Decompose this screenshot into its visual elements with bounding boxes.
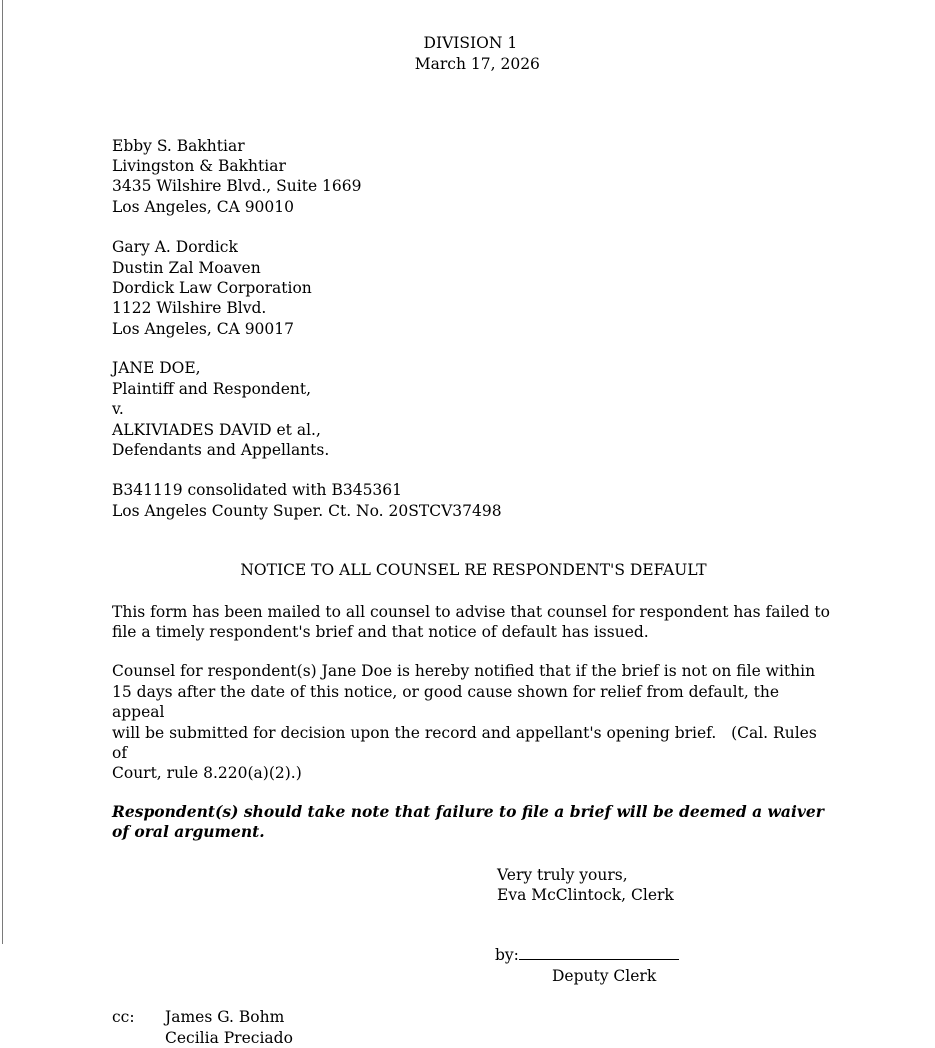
closing-block xyxy=(497,865,835,906)
plaintiff-role: Plaintiff and Respondent, xyxy=(112,379,312,398)
defendant-name: ALKIVIADES DAVID et al., xyxy=(112,420,321,439)
case-numbers xyxy=(112,480,835,521)
cc-name: James G. Bohm xyxy=(165,1008,285,1027)
body-paragraph-1 xyxy=(112,602,835,643)
paragraph-line: file a timely respondent's brief and that notice of default has issued. xyxy=(112,622,649,641)
recipient-name: Gary A. Dordick xyxy=(112,238,238,257)
paragraph-line: Court, rule 8.220(a)(2).) xyxy=(112,764,302,783)
signer-name: Eva McClintock, Clerk xyxy=(497,886,674,904)
recipient-block-1 xyxy=(112,136,835,218)
recipient-firm: Dordick Law Corporation xyxy=(112,279,312,298)
body-paragraph-2 xyxy=(112,661,835,783)
cc-name: Cecilia Preciado xyxy=(165,1028,293,1047)
by-line xyxy=(495,945,835,965)
by-block xyxy=(495,945,835,986)
superior-court-number: Los Angeles County Super. Ct. No. 20STCV37498 xyxy=(112,501,502,520)
recipient-name: Dustin Zal Moaven xyxy=(112,258,261,277)
notice-title: NOTICE TO ALL COUNSEL RE RESPONDENT'S DEFAULT xyxy=(240,561,707,580)
page-header xyxy=(0,0,935,95)
paragraph-line: 15 days after the date of this notice, or good cause shown for relief from default, the appeal xyxy=(112,682,784,722)
recipient-name: Ebby S. Bakhtiar xyxy=(112,136,245,155)
paragraph-line: This form has been mailed to all counsel to advise that counsel for respondent has failed to xyxy=(112,602,830,621)
recipient-city: Los Angeles, CA 90017 xyxy=(112,319,295,338)
signature-line xyxy=(519,946,679,960)
plaintiff-name: JANE DOE, xyxy=(112,359,201,378)
closing-line: Very truly yours, xyxy=(497,865,628,884)
division-label: DIVISION 1 xyxy=(423,34,518,53)
recipient-city: Los Angeles, CA 90010 xyxy=(112,197,295,216)
paragraph-line: Counsel for respondent(s) Jane Doe is hereby notified that if the brief is not on file within xyxy=(112,662,816,681)
paragraph-line: Respondent(s) should take note that failure to file a brief will be deemed a waiver xyxy=(112,801,824,821)
deputy-clerk-title: Deputy Clerk xyxy=(552,966,657,985)
page-left-rule xyxy=(2,0,3,944)
paragraph-line: of oral argument. xyxy=(112,822,265,842)
cc-names xyxy=(165,1007,293,1048)
recipient-block-2 xyxy=(112,237,835,339)
recipient-street: 3435 Wilshire Blvd., Suite 1669 xyxy=(112,177,362,196)
cc-block xyxy=(112,1007,835,1048)
recipient-firm: Livingston & Bakhtiar xyxy=(112,157,286,176)
case-caption xyxy=(112,358,835,460)
cc-label: cc: xyxy=(112,1008,135,1027)
document-content xyxy=(0,136,935,1048)
warning-paragraph xyxy=(112,802,835,843)
appeal-case-number: B341119 consolidated with B345361 xyxy=(112,481,403,500)
header-date: March 17, 2026 xyxy=(414,54,540,73)
defendant-role: Defendants and Appellants. xyxy=(112,440,330,459)
by-label: by: xyxy=(495,946,519,965)
versus-label: v. xyxy=(112,400,124,419)
paragraph-line: will be submitted for decision upon the record and appellant's opening brief. (Cal. Rules of xyxy=(112,723,822,762)
recipient-street: 1122 Wilshire Blvd. xyxy=(112,299,267,318)
